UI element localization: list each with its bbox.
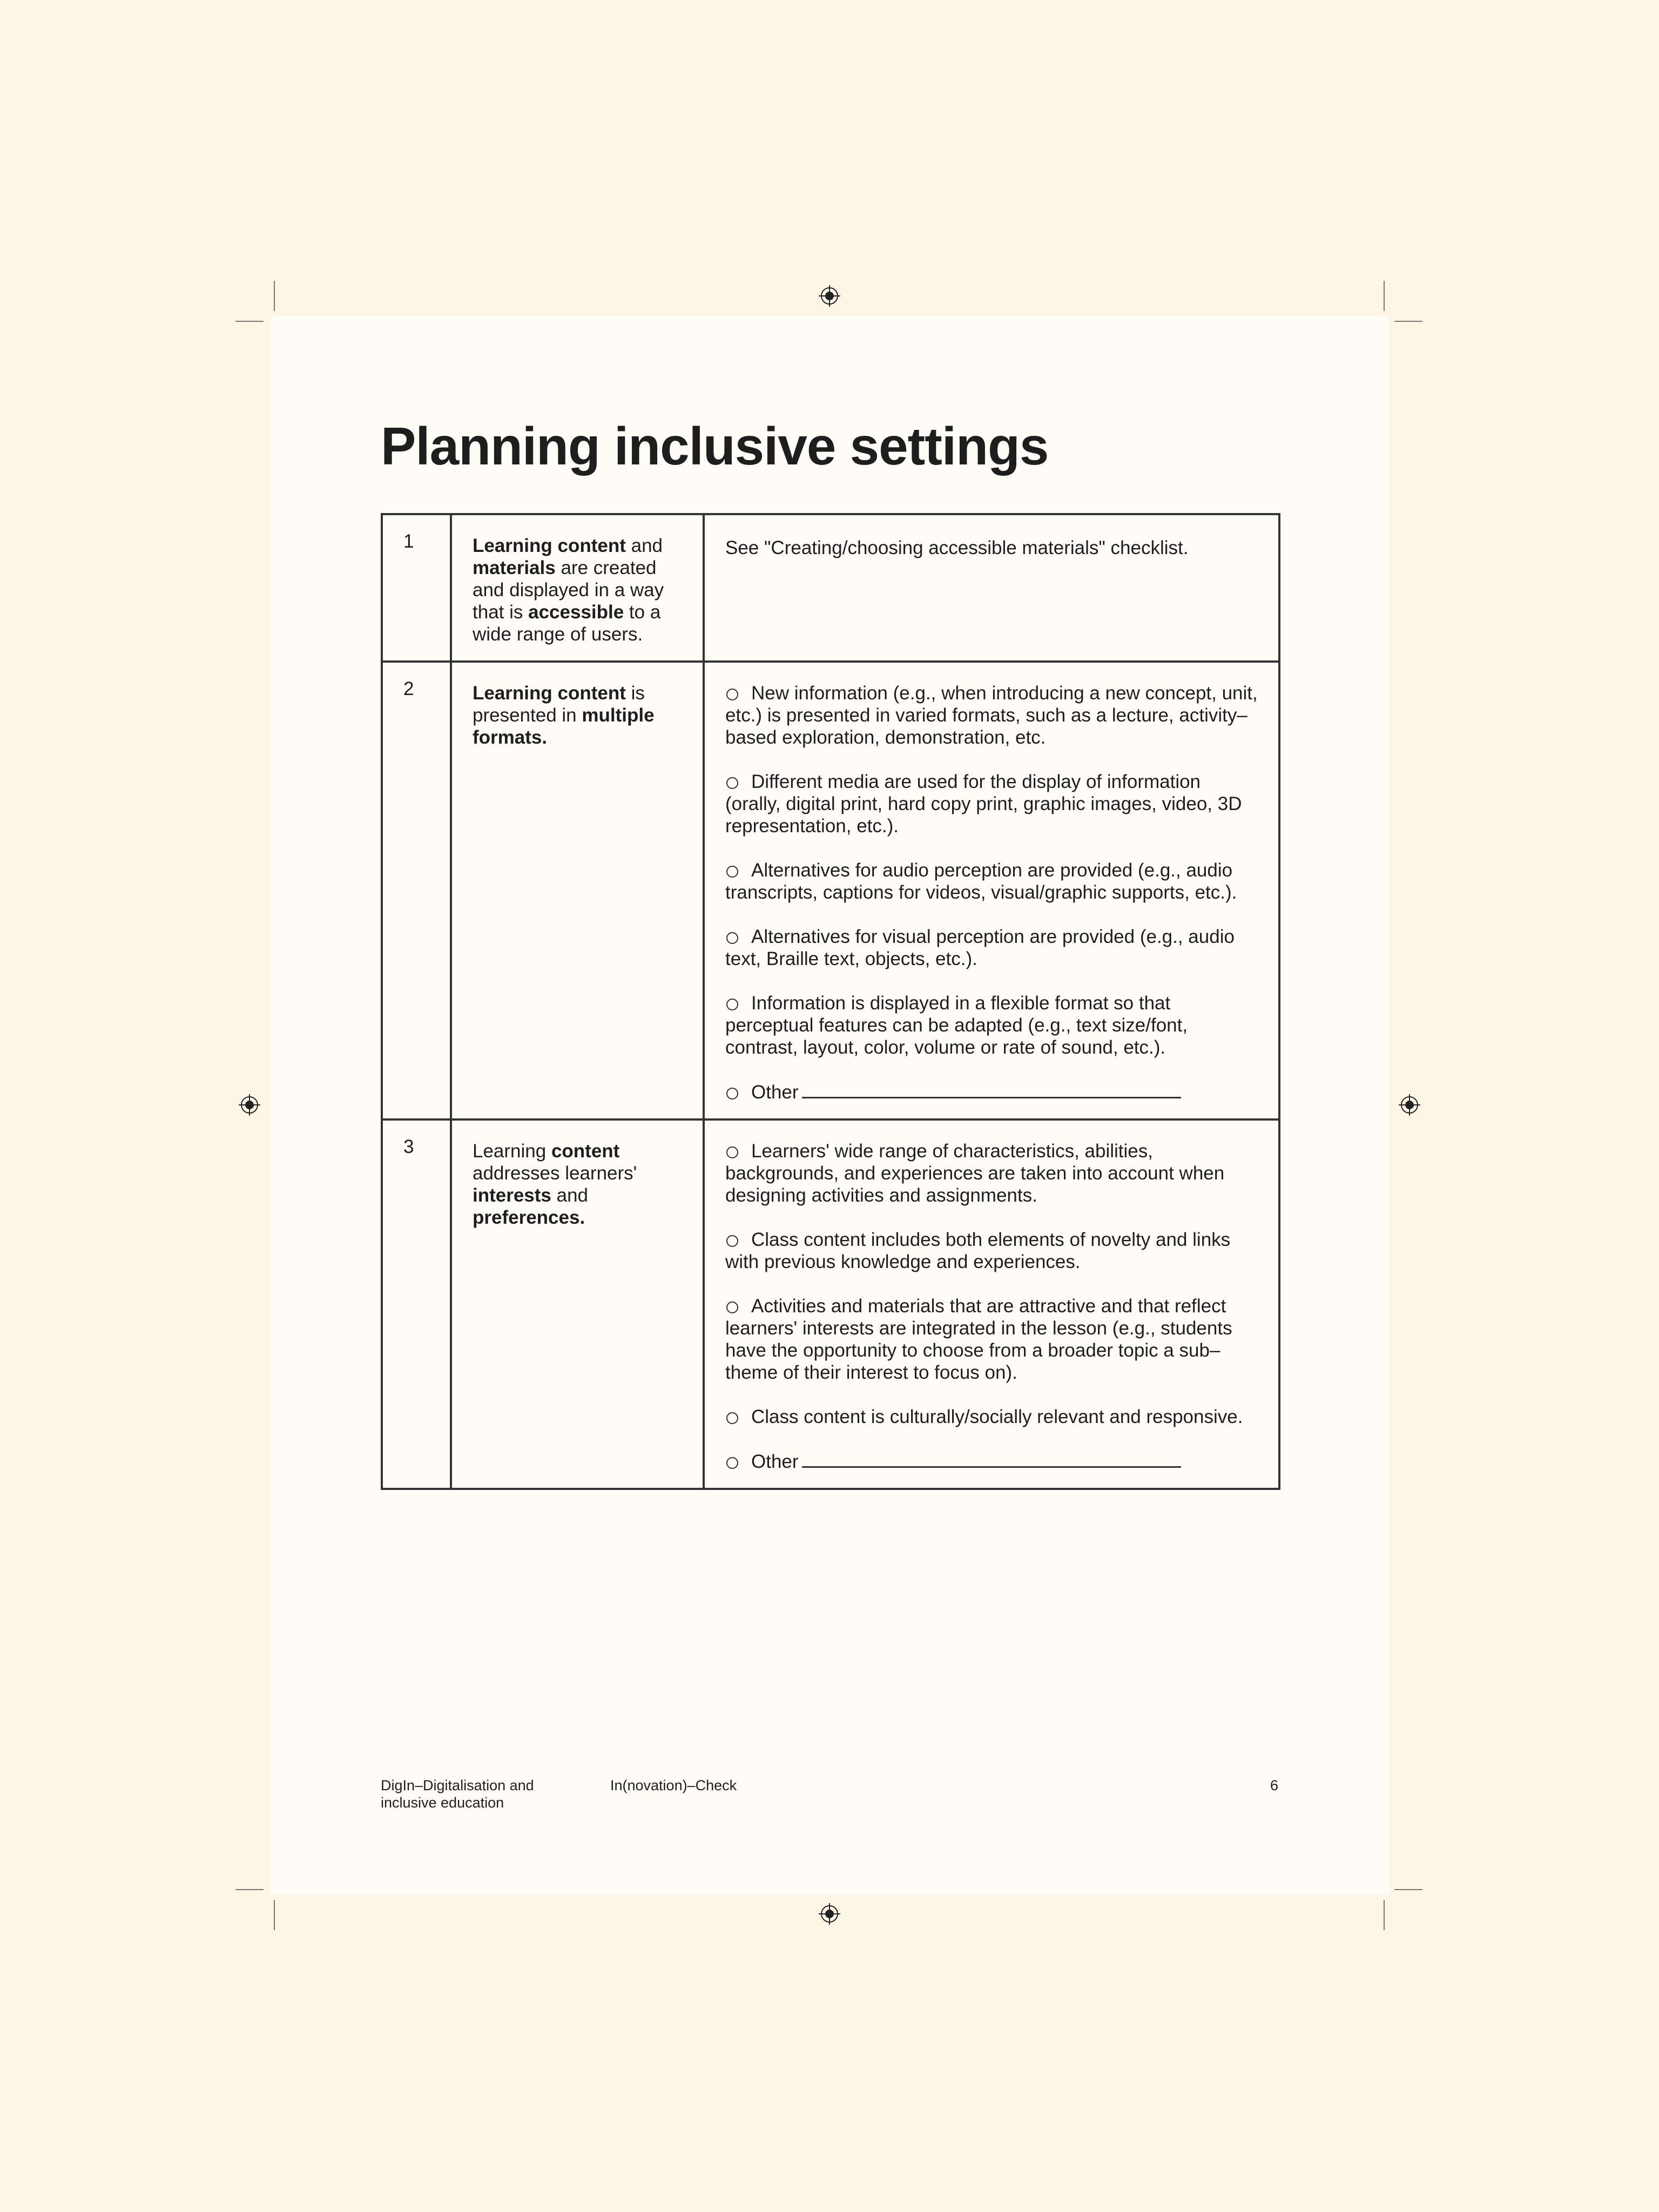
option-label: Alternatives for audio perception are provided (e.g., audio transcripts, captions for videos, visual/graphic supports, etc.). [725,860,1237,903]
reference-note: See "Creating/choosing accessible materials" checklist. [725,537,1189,558]
radio-button[interactable] [726,1301,738,1313]
crop-mark [235,321,264,322]
page-title: Planning inclusive settings [381,416,1049,476]
radio-button[interactable] [726,999,738,1010]
checklist-option[interactable] [725,682,1261,748]
crop-mark [1394,321,1422,322]
checklist-items-cell [704,1120,1279,1489]
footer-section: In(novation)–Check [610,1777,737,1793]
registration-mark-icon [819,285,840,307]
row-number: 2 [382,662,451,1120]
criterion-keyword: content [551,1141,620,1162]
crop-mark [274,1900,275,1930]
checklist-table [381,513,1280,1490]
crop-mark [1384,281,1385,311]
other-label: Other [751,1082,799,1103]
footer-publication-line2: inclusive education [381,1795,504,1811]
criterion-text: addresses learners' [473,1141,643,1184]
criterion-keyword: interests [473,1185,551,1206]
option-label: Class content includes both elements of novelty and links with previous knowledge and experiences. [725,1229,1231,1272]
criterion-text: and [625,535,668,556]
option-label: Class content is culturally/socially relevant and responsive. [751,1406,1243,1427]
checklist-items-cell [704,514,1279,662]
row-number: 1 [382,514,451,662]
criterion-cell [451,514,704,662]
footer-page-number: 6 [1270,1777,1278,1793]
crop-mark [235,1889,264,1890]
radio-button[interactable] [726,1235,738,1247]
criterion-keyword: Learning content [473,683,626,704]
checklist-option[interactable] [725,859,1261,903]
option-label: Alternatives for visual perception are provided (e.g., audio text, Braille text, objects, etc.). [725,926,1235,969]
checklist-items-cell [704,662,1279,1120]
criterion-keyword: accessible [528,602,624,623]
criterion-text: is presented in [473,683,650,726]
registration-mark-icon [1399,1094,1420,1116]
registration-mark-icon [239,1094,260,1116]
checklist-row [382,1120,1279,1489]
other-fill-in-line[interactable] [802,1081,1181,1098]
checklist-option[interactable] [725,926,1261,970]
checklist-option[interactable] [725,992,1261,1058]
criterion-keyword: preferences. [473,1207,585,1228]
criterion-text: Learning [473,1141,551,1162]
checklist-row [382,662,1279,1120]
criterion-keyword: materials [473,557,556,578]
radio-button[interactable] [726,689,738,700]
radio-button[interactable] [726,1412,738,1424]
other-fill-in-line[interactable] [802,1450,1181,1468]
checklist-option[interactable] [725,1229,1261,1273]
registration-mark-icon [819,1903,840,1925]
radio-button[interactable] [726,1457,738,1469]
crop-mark [1384,1900,1385,1930]
other-option[interactable] [725,1081,1261,1103]
radio-button[interactable] [726,866,738,878]
footer-publication [381,1777,534,1811]
criterion-keyword: multiple formats. [473,705,660,748]
criterion-cell [451,662,704,1120]
option-label: Different media are used for the display of information (orally, digital print, hard copy print, graphic images, video, 3D representation, etc.). [725,771,1242,837]
option-label: Learners' wide range of characteristics, abilities, backgrounds, and experiences are taken into account when designing activities and assignments. [725,1141,1225,1206]
criterion-text: are created and displayed in a way that is [473,557,669,623]
crop-mark [1394,1889,1422,1890]
criterion-keyword: Learning content [473,535,626,556]
option-label: Activities and materials that are attractive and that reflect learners' interests are integrated in the lesson (e.g., students have the opportunity to choose from a broader topic a sub–theme of their interest to focus on). [725,1296,1232,1383]
checklist-option[interactable] [725,1140,1261,1206]
criterion-cell [451,1120,704,1489]
checklist-row [382,514,1279,662]
checklist-option[interactable] [725,1406,1261,1428]
option-label: Information is displayed in a flexible format so that perceptual features can be adapted (e.g., text size/font, contrast, layout, color, volume or rate of sound, etc.). [725,993,1188,1058]
criterion-text: to a wide range of users. [473,602,666,645]
radio-button[interactable] [726,1088,738,1100]
option-label: New information (e.g., when introducing a new concept, unit, etc.) is presented in varied formats, such as a lecture, activity–based exploration, demonstration, etc. [725,683,1258,748]
crop-mark [274,281,275,311]
footer-publication-line1: DigIn–Digitalisation and [381,1777,534,1793]
radio-button[interactable] [726,777,738,789]
checklist-option[interactable] [725,1295,1261,1384]
row-number: 3 [382,1120,451,1489]
other-option[interactable] [725,1450,1261,1473]
criterion-text: and [551,1185,594,1206]
radio-button[interactable] [726,932,738,944]
other-label: Other [751,1451,799,1472]
checklist-body [382,514,1279,1489]
radio-button[interactable] [726,1147,738,1158]
checklist-option[interactable] [725,771,1261,837]
